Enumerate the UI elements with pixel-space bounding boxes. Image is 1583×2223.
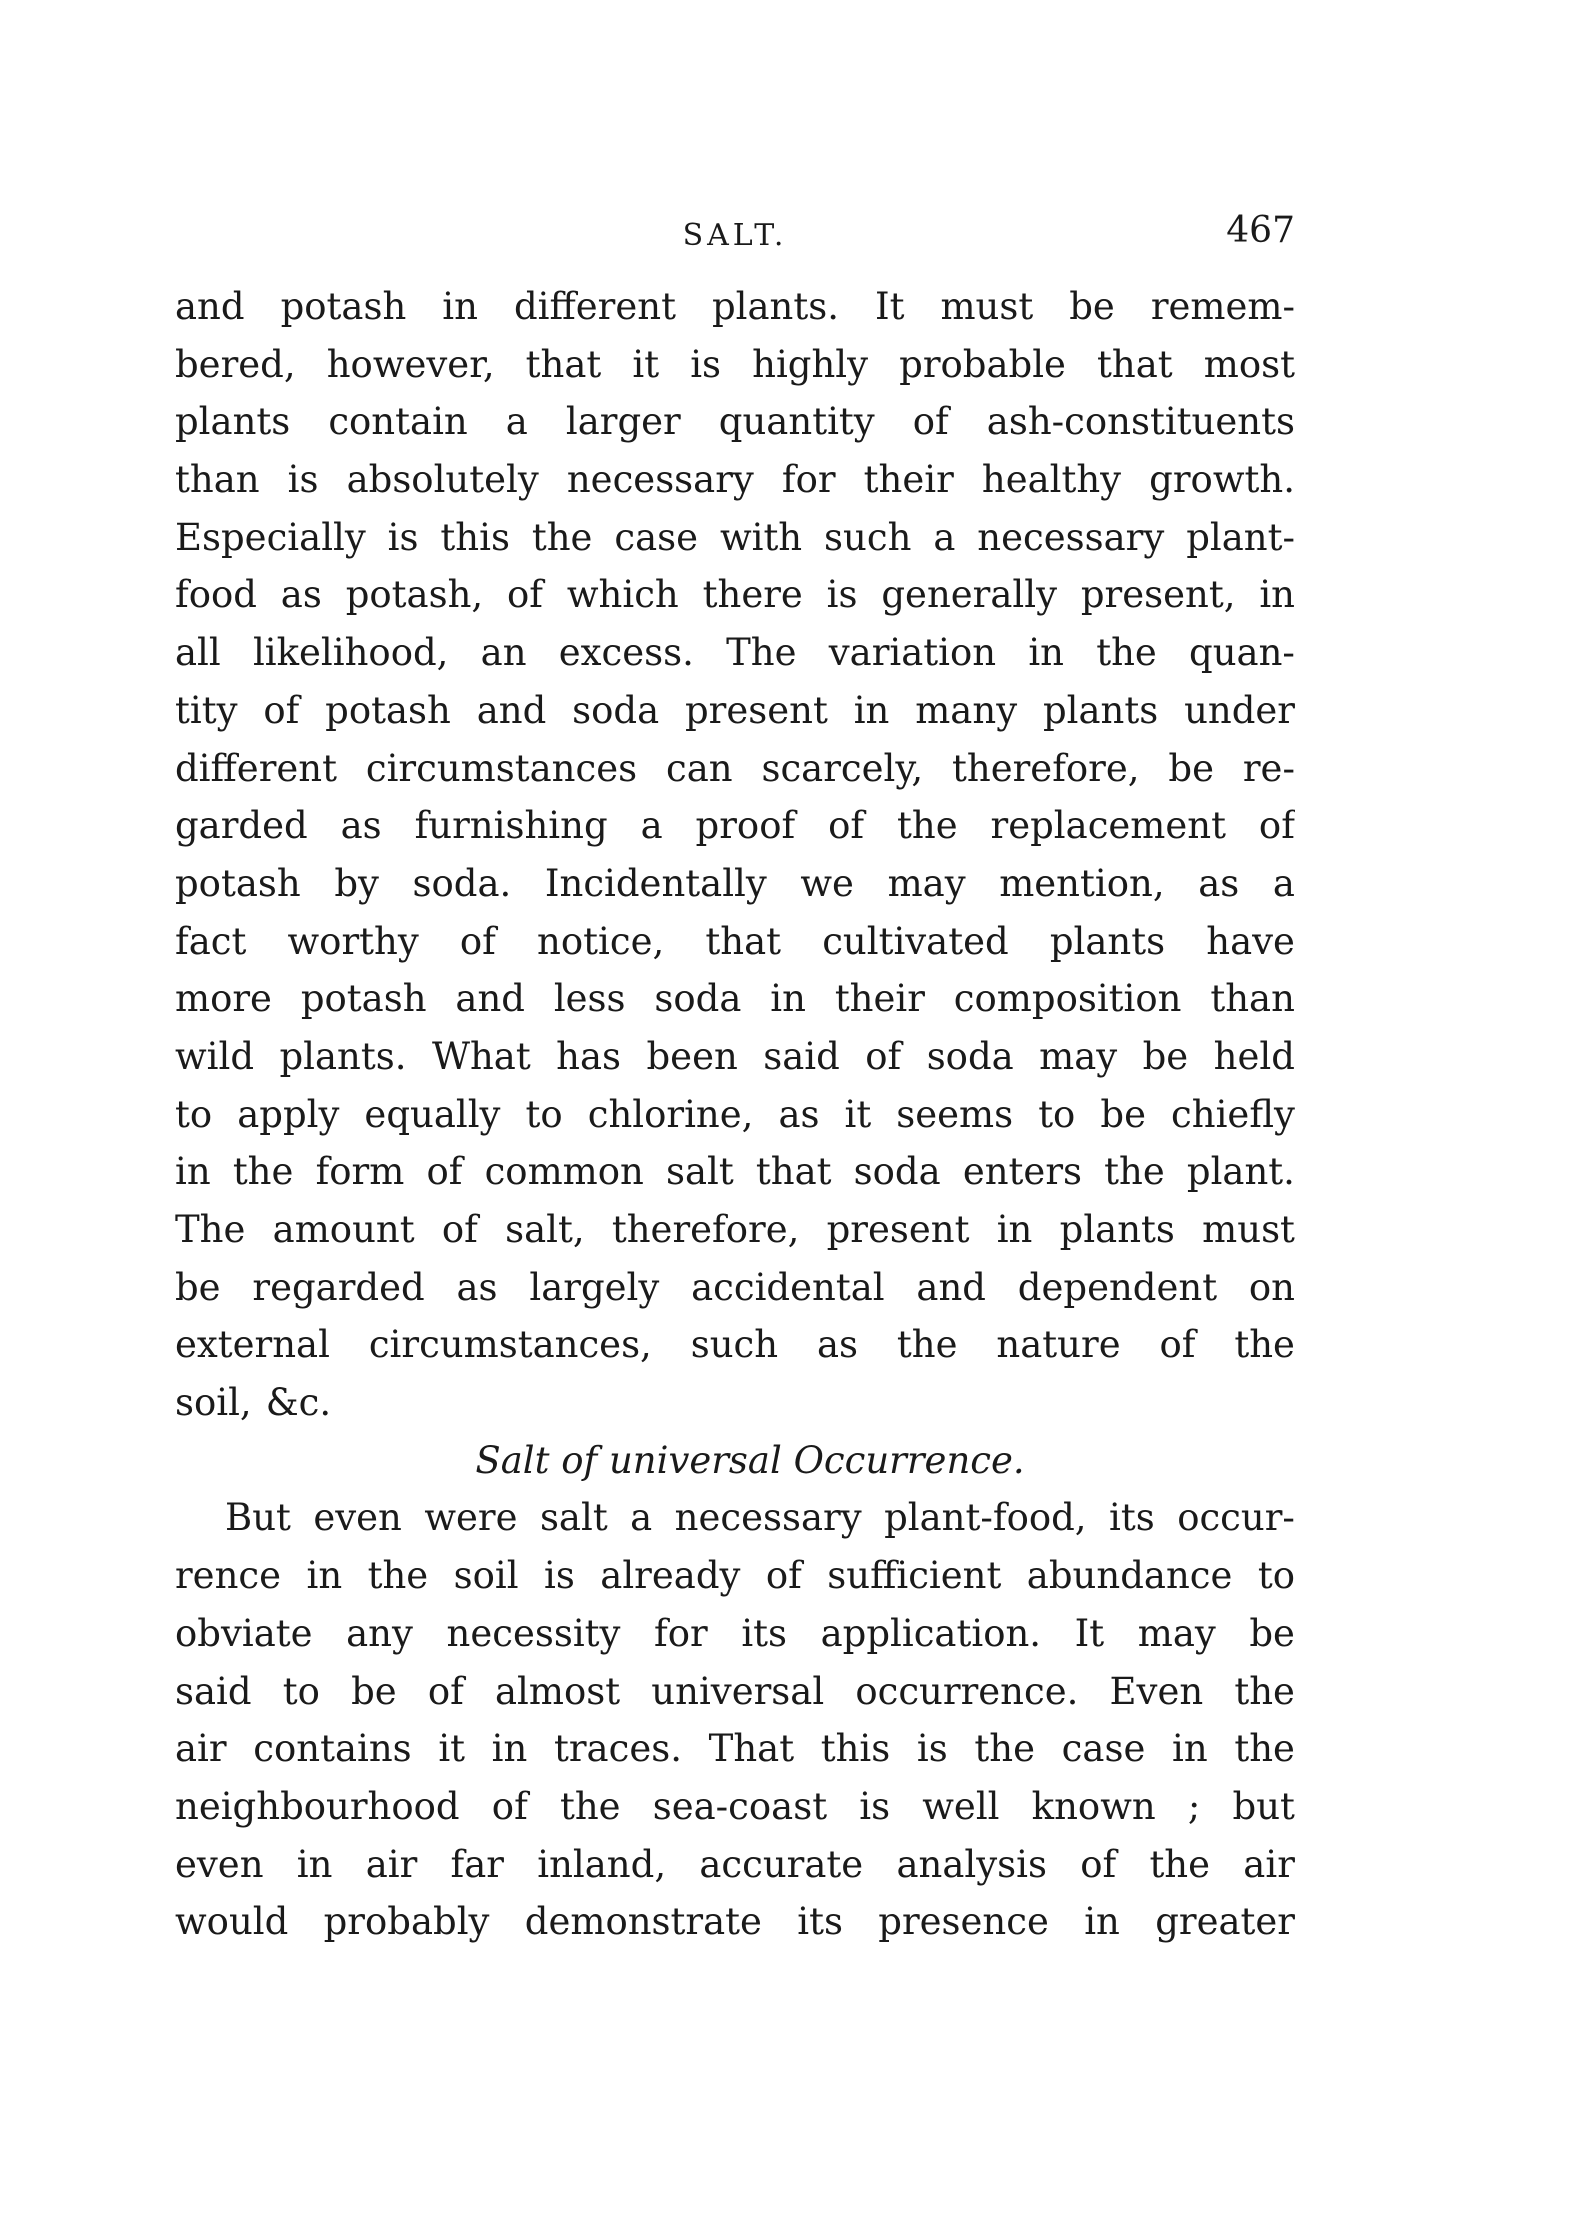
section-subheading: Salt of universal Occurrence. (475, 1438, 1025, 1482)
text-line: air contains it in traces. That this is the case in the (175, 1727, 1295, 1771)
text-line: wild plants. What has been said of soda may be held (175, 1034, 1295, 1078)
body-text (175, 278, 1295, 1951)
paragraph-1 (175, 278, 1295, 1432)
text-line: tity of potash and soda present in many plants under (175, 688, 1295, 732)
text-line: all likelihood, an excess. The variation in the quan- (175, 631, 1295, 675)
text-line: obviate any necessity for its application. It may be (175, 1611, 1295, 1655)
text-line: different circumstances can scarcely, therefore, be re- (175, 746, 1295, 790)
text-line: in the form of common salt that soda enters the plant. (175, 1150, 1295, 1194)
running-head: SALT. (682, 218, 788, 253)
text-line: But even were salt a necessary plant-food, its occur- (225, 1496, 1295, 1540)
page-number: 467 (1226, 210, 1295, 251)
paragraph-2 (175, 1489, 1295, 1951)
text-line: soil, &c. (175, 1381, 332, 1425)
text-line: neighbourhood of the sea-coast is well known ; but (175, 1784, 1295, 1828)
text-line: rence in the soil is already of sufficient abundance to (175, 1554, 1295, 1598)
page-header (175, 210, 1295, 260)
text-line: bered, however, that it is highly probable that most (175, 342, 1295, 386)
text-line: fact worthy of notice, that cultivated plants have (175, 919, 1295, 963)
text-line: potash by soda. Incidentally we may mention, as a (175, 861, 1295, 905)
text-line: garded as furnishing a proof of the replacement of (175, 804, 1295, 848)
text-line: said to be of almost universal occurrence. Even the (175, 1669, 1295, 1713)
text-line: than is absolutely necessary for their healthy growth. (175, 458, 1295, 502)
text-line: external circumstances, such as the nature of the (175, 1323, 1295, 1367)
text-line: plants contain a larger quantity of ash-constituents (175, 400, 1295, 444)
text-line: The amount of salt, therefore, present in plants must (175, 1208, 1295, 1251)
text-line: Especially is this the case with such a necessary plant- (175, 515, 1295, 559)
text-line: to apply equally to chlorine, as it seems to be chiefly (175, 1092, 1295, 1136)
text-line: and potash in different plants. It must be remem- (175, 285, 1295, 328)
text-line: would probably demonstrate its presence in greater (175, 1900, 1295, 1944)
text-line: even in air far inland, accurate analysis of the air (175, 1842, 1295, 1886)
text-line: food as potash, of which there is generally present, in (175, 573, 1295, 617)
text-line: be regarded as largely accidental and dependent on (175, 1265, 1295, 1309)
text-line: more potash and less soda in their composition than (175, 977, 1295, 1021)
